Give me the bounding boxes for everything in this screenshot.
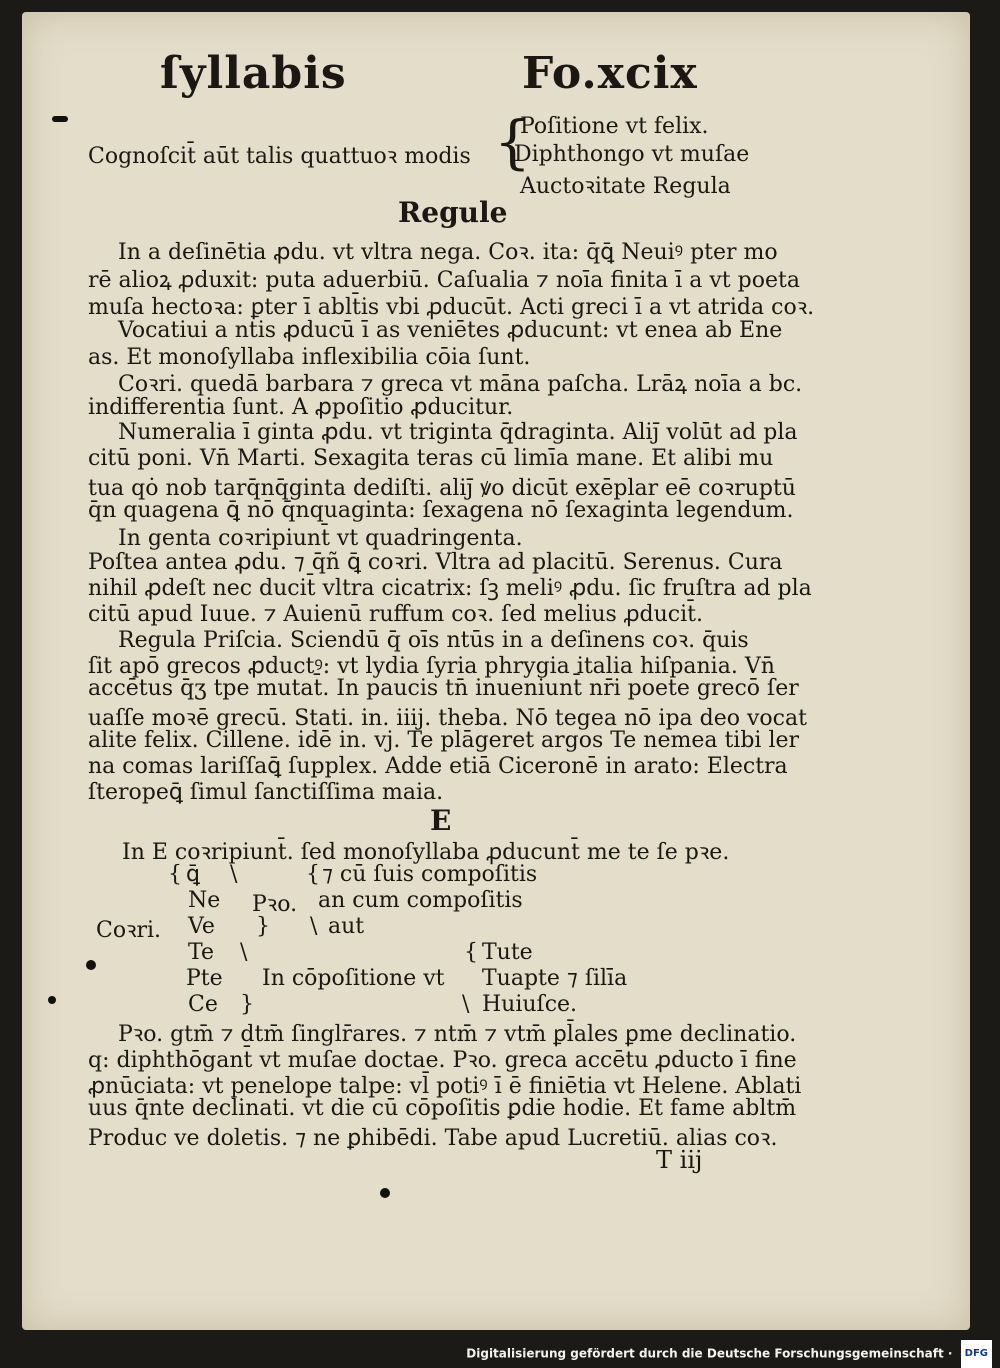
brace-mark: }	[240, 992, 254, 1017]
text-line: indifferentia ſunt. A ꝓpoſitio ꝓducitur.	[88, 395, 514, 420]
intro-option-positione: Poſitione vt felix.	[520, 114, 709, 139]
text-line: Pꝛo. gtm̄ ⁊ dtm̄ ſinglr̄ares. ⁊ ntm̄ ⁊ vtm̄ ꝑl̄ales ꝑme declinatio.	[118, 1022, 797, 1047]
diagram-corri: Coꝛri.	[96, 918, 162, 943]
text-line: In a deſinētia ꝓdu. vt vltra nega. Coꝛ. ita: q̄ꝗ̄ Neuiꝰ pter mo	[118, 240, 778, 265]
text-line: as. Et monoſyllaba inflexibilia cōia ſunt.	[88, 345, 531, 370]
brace-mark: {	[168, 862, 182, 887]
diagram-in-compositione: In cōpoſitione vt	[262, 966, 445, 991]
text-line: ſteropeꝗ̄ ſimul ſanctiſſima maia.	[88, 780, 444, 805]
text-line: q̄n quagena ꝗ̄ nō q̄nquaginta: ſexagena nō ſexaginta legendum.	[88, 498, 794, 523]
text-line: ꝓnūciata: vt penelope talpe: vl̄ potiꝰ ī ē finiētia vt Helene. Ablati	[88, 1074, 802, 1099]
diagram-ce: Ce	[188, 992, 218, 1017]
text-line: muſa hectoꝛa: ꝑter ī ablt̄is vbi ꝓducūt. Acti greci ī a vt atrida coꝛ.	[88, 295, 815, 320]
text-line: ſit apō grecos ꝓductꝰ: vt lydia ſyria phrygia italia hiſpania. Vn̄	[88, 654, 775, 679]
text-line: Regula Priſcia. Sciendū q̄ oīs ntūs in a deſinens coꝛ. q̄uis	[118, 628, 749, 653]
diagram-te: Te	[188, 940, 214, 965]
diagram-tuapte: Tuapte ⁊ ſilīa	[482, 966, 628, 991]
brace-mark: \	[240, 940, 248, 965]
text-line: In E coꝛripiunt̄. ſed monoſyllaba ꝓducunt̄ me te ſe pꝛe.	[122, 840, 730, 865]
folio-number: Fo.xcix	[522, 48, 698, 99]
text-line: citū apud Iuue. ⁊ Auienū ruffum coꝛ. ſed melius ꝓducit̄.	[88, 602, 703, 627]
diagram-que: ꝗ̄	[186, 862, 200, 887]
intro-option-diphthongo: Diphthongo vt muſae	[514, 142, 750, 167]
diagram-an-cum: an cum compoſitis	[318, 888, 523, 913]
brace-mark: {	[464, 940, 478, 965]
text-line: Coꝛri. quedā barbara ⁊ greca vt māna paſcha. Lrāꝝ noīa a bc.	[118, 372, 803, 397]
diagram-huiusce: Huiuſce.	[482, 992, 578, 1017]
text-line: nihil ꝓdeſt nec ducit̄ vltra cicatrix: ſꝫ meliꝰ ꝓdu. ſic fruſtra ad pla	[88, 576, 812, 601]
brace-mark: }	[256, 914, 270, 939]
running-header-left: ſyllabis	[160, 48, 347, 99]
dfg-logo: DFG	[961, 1340, 992, 1368]
footer-text: Digitalisierung gefördert durch die Deutsche Forschungsgemeinschaft ·	[466, 1346, 953, 1361]
text-line: Numeralia ī ginta ꝓdu. vt triginta q̄draginta. Aliȷ̄ volūt ad pla	[118, 420, 798, 445]
text-line: In genta coꝛripiunt̄ vt quadringenta.	[118, 526, 523, 551]
text-line: uaſſe moꝛē grecū. Stati. in. iiij. theba. Nō tegea nō ipa deo vocat	[88, 706, 807, 731]
section-title-e: E	[430, 804, 452, 837]
brace-mark: {	[494, 108, 531, 176]
ink-dot	[52, 116, 68, 122]
text-line: alite felix. Cillene. idē in. vj. Te plāgeret argos Te nemea tibi ler	[88, 728, 800, 753]
text-line: uus q̄nte declinati. vt die cū cōpoſitis ꝑdie hodie. Et fame abltm̄	[88, 1096, 797, 1121]
diagram-ve: Ve	[188, 914, 215, 939]
intro-option-auctoritate: Auctoꝛitate Regula	[520, 174, 731, 199]
text-line: Produc ve doletis. ⁊ ne ꝑhibēdi. Tabe apud Lucretiū. alias coꝛ.	[88, 1126, 778, 1151]
diagram-pro: Pꝛo.	[252, 892, 298, 917]
text-line: q: diphthōgant̄ vt muſae doctae. Pꝛo. greca accētu ꝓducto ī fine	[88, 1048, 797, 1073]
brace-mark: \	[462, 992, 470, 1017]
diagram-pte: Pte	[186, 966, 223, 991]
text-line: na comas lariſſaꝗ̄ ſupplex. Adde etiā Ciceronē in arato: Electra	[88, 754, 788, 779]
section-title-regule: Regule	[398, 196, 508, 229]
ink-dot	[86, 960, 96, 970]
diagram-aut: aut	[328, 914, 365, 939]
ink-dot	[48, 996, 56, 1004]
text-line: rē alioꝝ ꝓduxit: puta aduerbiū. Caſualia ⁊ noīa finita ī a vt poeta	[88, 268, 800, 293]
intro-text: Cognoſcit̄ aūt talis quattuoꝛ modis	[88, 144, 471, 169]
text-line: tua qȯ nob tarq̄nq̄ginta dediſti. aliȷ̄ ꝟo dicūt exēplar eē coꝛruptū	[88, 476, 796, 501]
text-line: Vocatiui a ntis ꝓducū ī as veniētes ꝓducunt: vt enea ab Ene	[118, 318, 783, 343]
digitization-footer	[0, 1340, 1000, 1366]
text-line: Poſtea antea ꝓdu. ⁊ q̄ñ ꝗ̄ coꝛri. Vltra ad placitū. Serenus. Cura	[88, 550, 783, 575]
diagram-ne: Ne	[188, 888, 221, 913]
diagram-cum-suis: ⁊ cū ſuis compoſitis	[322, 862, 538, 887]
text-line: citū poni. Vn̄ Marti. Sexagita teras cū limīa mane. Et alibi mu	[88, 446, 774, 471]
signature-mark: T iij	[656, 1146, 703, 1174]
diagram-tute: Tute	[482, 940, 533, 965]
ink-dot	[380, 1188, 390, 1198]
brace-mark: {	[306, 862, 320, 887]
brace-mark: \	[310, 914, 318, 939]
text-line: accētus q̄ʒ tpe mutat̄. In paucis tn̄ inueniunt̄ nr̄i poete grecō ſer	[88, 676, 799, 701]
brace-mark: \	[230, 862, 238, 887]
